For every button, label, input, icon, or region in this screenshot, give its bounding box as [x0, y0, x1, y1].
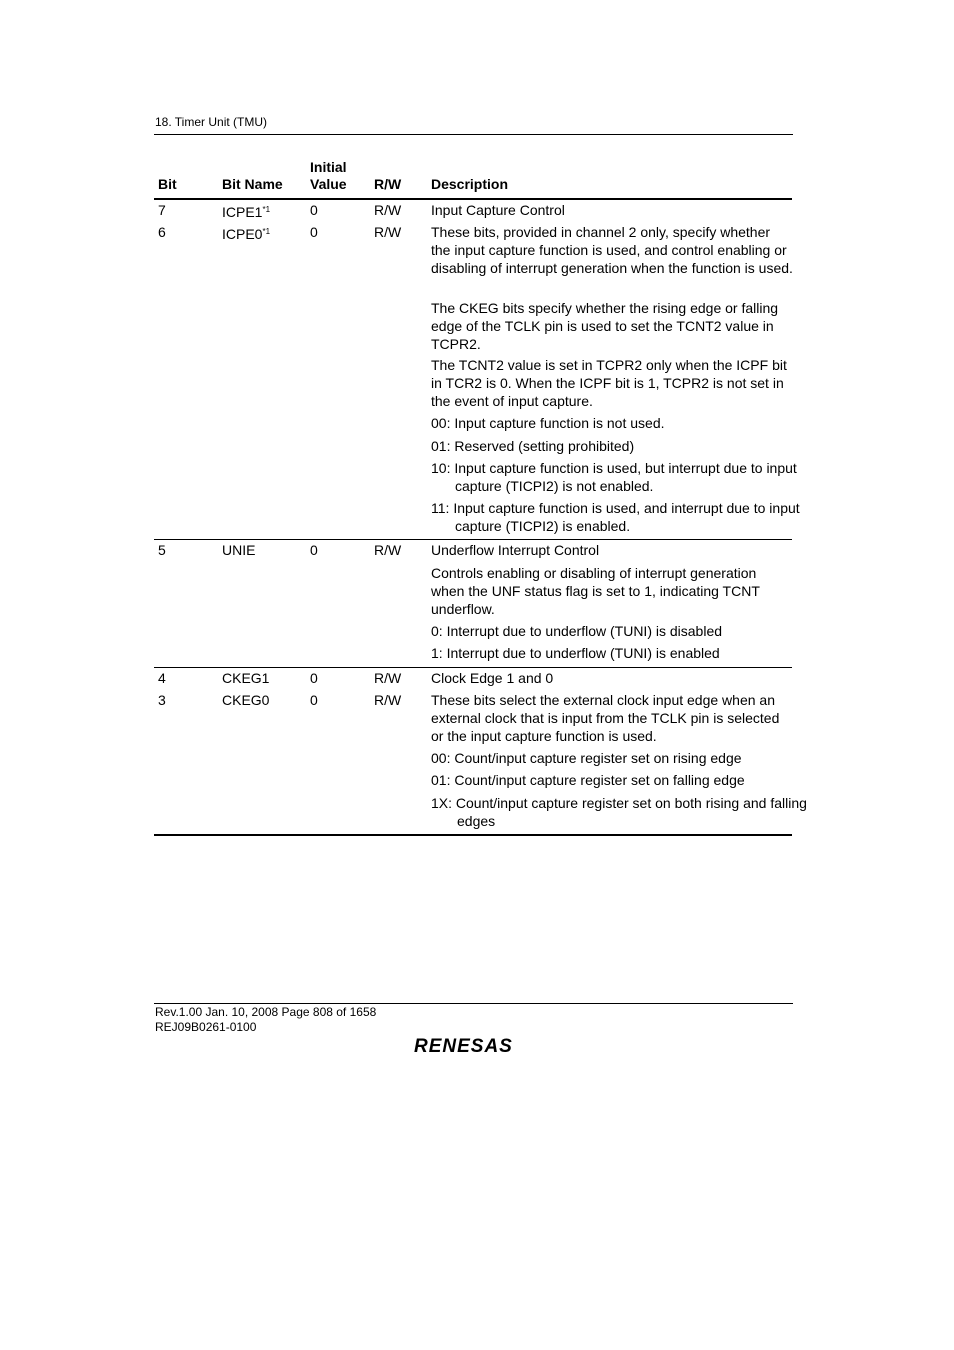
bit-name: ICPE0$^{*1}$ — [222, 226, 271, 242]
logo-text: RENESAS — [414, 1036, 513, 1055]
col-value: Value — [310, 176, 347, 192]
table-bottom-rule — [154, 834, 792, 836]
initial-value: 0 — [310, 542, 318, 558]
rw-value: R/W — [374, 692, 402, 708]
revision-info: Rev.1.00 Jan. 10, 2008 Page 808 of 1658 — [155, 1005, 377, 1019]
description-paragraph: Controls enabling or disabling of interrupt generation when the UNF status flag is set to 1, indicating TCNT underflow. — [431, 565, 760, 617]
initial-value: 0 — [310, 224, 318, 240]
setting-item: 00: Count/input capture register set on rising edge — [431, 750, 742, 766]
header-rule — [154, 134, 793, 135]
description-paragraph: These bits, provided in channel 2 only, specify whether the input capture function is used, and control enabling or disabling of interrupt generation when the function is used. — [431, 224, 793, 276]
rw-value: R/W — [374, 542, 402, 558]
bit-name: CKEG1 — [222, 670, 270, 686]
setting-item: 00: Input capture function is not used. — [431, 415, 665, 431]
setting-item: 11: Input capture function is used, and interrupt due to input capture (TICPI2) is enabled. — [431, 500, 800, 534]
bit-number: 5 — [158, 542, 166, 558]
col-initial: Initial — [310, 159, 347, 175]
initial-value: 0 — [310, 692, 318, 708]
description-title: Clock Edge 1 and 0 — [431, 670, 554, 686]
initial-value: 0 — [310, 670, 318, 686]
setting-item: 1X: Count/input capture register set on both rising and falling edges — [431, 795, 807, 829]
bit-name: CKEG0 — [222, 692, 270, 708]
setting-item: 1: Interrupt due to underflow (TUNI) is enabled — [431, 645, 720, 661]
setting-item: 10: Input capture function is used, but interrupt due to input capture (TICPI2) is not enabled. — [431, 460, 797, 494]
col-bit: Bit — [158, 176, 177, 192]
initial-value: 0 — [310, 202, 318, 218]
section-header: 18. Timer Unit (TMU) — [155, 115, 268, 129]
description-title: Underflow Interrupt Control — [431, 542, 600, 558]
col-description: Description — [431, 176, 509, 192]
footnote-ref: *1 — [262, 205, 271, 214]
col-rw: R/W — [374, 176, 402, 192]
rw-value: R/W — [374, 224, 402, 240]
bit-number: 4 — [158, 670, 166, 686]
document-number: REJ09B0261-0100 — [155, 1020, 257, 1034]
rw-value: R/W — [374, 670, 402, 686]
description-paragraph: The CKEG bits specify whether the rising edge or falling edge of the TCLK pin is used to set the TCNT2 value in TCPR2. — [431, 300, 779, 352]
col-bit-name: Bit Name — [222, 176, 283, 192]
description-title: Input Capture Control — [431, 202, 565, 218]
footnote-ref: *1 — [262, 227, 271, 236]
table-header-rule — [154, 198, 792, 200]
rw-value: R/W — [374, 202, 402, 218]
bit-name: ICPE1$^{*1}$ — [222, 204, 271, 220]
footer-rule — [154, 1003, 793, 1004]
bit-number: 3 — [158, 692, 166, 708]
description-paragraph: The TCNT2 value is set in TCPR2 only when the ICPF bit in TCR2 is 0. When the ICPF bit is 1, TCPR2 is not set in the event of input capture. — [431, 357, 787, 409]
row-divider — [154, 539, 792, 540]
setting-item: 01: Reserved (setting prohibited) — [431, 438, 635, 454]
bit-number: 7 — [158, 202, 166, 218]
bit-name: UNIE — [222, 542, 256, 558]
setting-item: 0: Interrupt due to underflow (TUNI) is disabled — [431, 623, 723, 639]
row-divider — [154, 667, 792, 668]
bit-number: 6 — [158, 224, 166, 240]
description-paragraph: These bits select the external clock input edge when an external clock that is input from the TCLK pin is selected or the input capture function is used. — [431, 692, 780, 744]
renesas-logo — [413, 1033, 533, 1055]
setting-item: 01: Count/input capture register set on falling edge — [431, 772, 745, 788]
